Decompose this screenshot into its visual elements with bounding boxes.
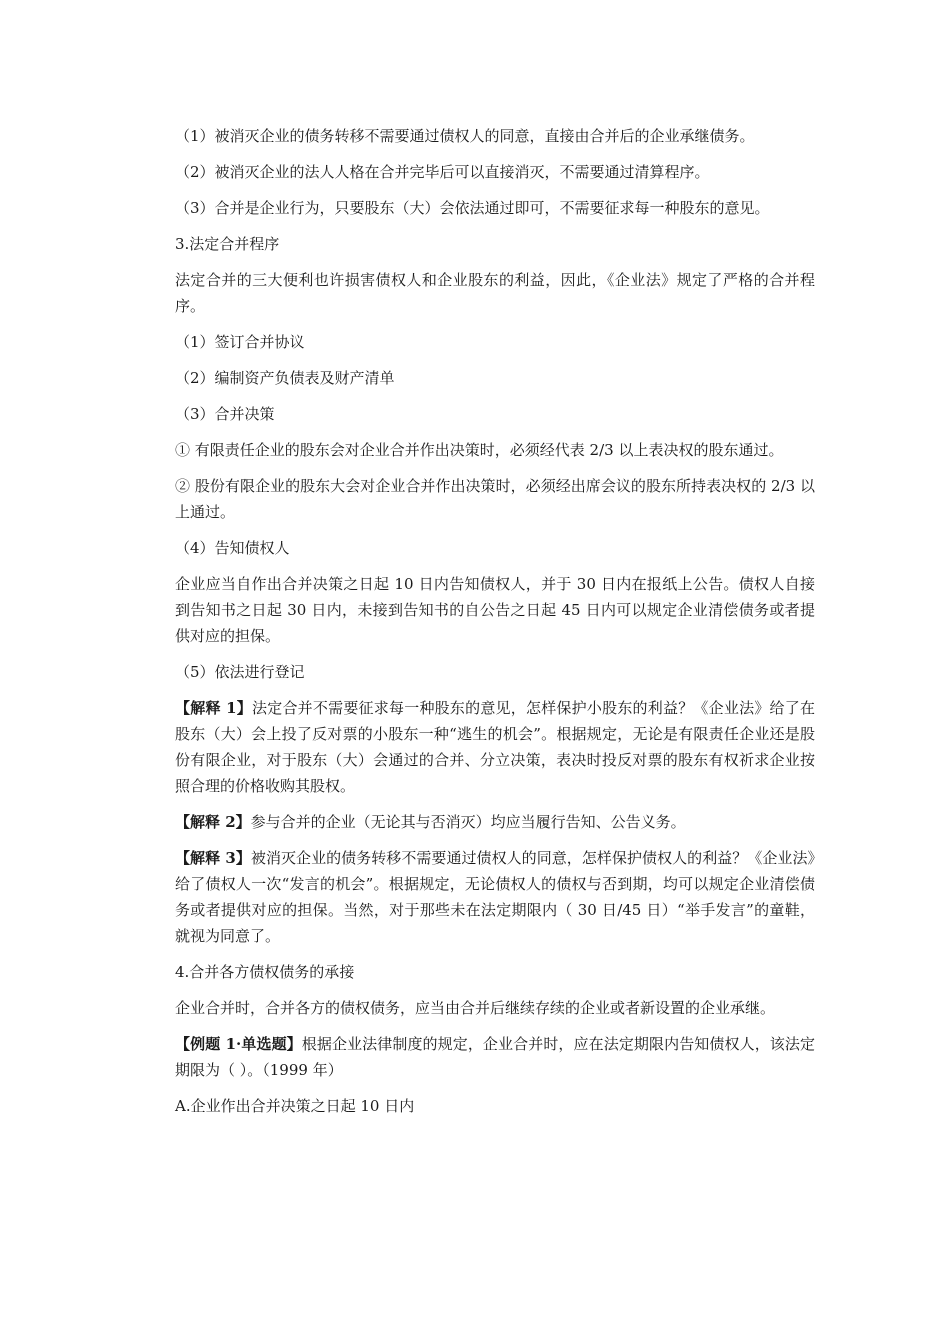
explanation-label: 【解释 3】	[175, 849, 251, 867]
paragraph-text: ① 有限责任企业的股东会对企业合并作出决策时，必须经代表 2/3 以上表决权的股东通过。	[175, 441, 784, 459]
paragraph-text: （2）被消灭企业的法人人格在合并完毕后可以直接消灭，不需要通过清算程序。	[175, 163, 710, 181]
example-question	[147, 1031, 815, 1083]
paragraph-text: 法定合并不需要征求每一种股东的意见，怎样保护小股东的利益？《企业法》给了在股东（大）会上投了反对票的小股东一种“逃生的机会”。根据规定，无论是有限责任企业还是股份有限企业，对于股东（大）会通过的合并、分立决策，表决时投反对票的股东有权祈求企业按照合理的价格收购其股权。	[175, 699, 815, 795]
section-heading	[175, 959, 815, 985]
example-label: 【例题 1·单选题】	[175, 1035, 302, 1053]
paragraph-text: 企业应当自作出合并决策之日起 10 日内告知债权人，并于 30 日内在报纸上公告。债权人自接到告知书之日起 30 日内，未接到告知书的自公告之日起 45 日内可以规定企业清偿债务或者提供对应的担保。	[175, 575, 815, 645]
paragraph-text: （4）告知债权人	[175, 539, 290, 557]
paragraph	[147, 473, 815, 525]
paragraph-text: ② 股份有限企业的股东大会对企业合并作出决策时，必须经出席会议的股东所持表决权的 2/3 以上通过。	[175, 477, 815, 521]
paragraph-text: （3）合并决策	[175, 405, 275, 423]
paragraph-text: 3.法定合并程序	[175, 235, 280, 253]
paragraph	[175, 159, 815, 185]
paragraph	[147, 195, 815, 221]
explanation-label: 【解释 2】	[175, 813, 251, 831]
section-heading	[175, 231, 815, 257]
paragraph	[175, 535, 815, 561]
paragraph-text: 被消灭企业的债务转移不需要通过债权人的同意，怎样保护债权人的利益？《企业法》给了债权人一次“发言的机会”。根据规定，无论债权人的债权与否到期，均可以规定企业清偿债务或者提供对应的担保。当然，对于那些未在法定期限内（ 30 日/45 日）“举手发言”的童鞋，就视为同意了。	[175, 849, 815, 945]
answer-option	[175, 1093, 815, 1119]
explanation-paragraph	[175, 809, 815, 835]
paragraph	[147, 267, 815, 319]
paragraph	[175, 659, 815, 685]
explanation-label: 【解释 1】	[175, 699, 252, 717]
paragraph	[147, 437, 815, 463]
paragraph-text: （2）编制资产负债表及财产清单	[175, 369, 395, 387]
paragraph-text: 法定合并的三大便利也许损害债权人和企业股东的利益，因此，《企业法》规定了严格的合并程序。	[175, 271, 815, 315]
paragraph-text: 根据企业法律制度的规定，企业合并时，应在法定期限内告知债权人，该法定期限为（ ）。（1999 年）	[175, 1035, 815, 1079]
paragraph	[175, 401, 815, 427]
paragraph-text: （1）被消灭企业的债务转移不需要通过债权人的同意，直接由合并后的企业承继债务。	[175, 127, 755, 145]
paragraph	[147, 571, 815, 649]
paragraph	[175, 329, 815, 355]
paragraph-text: （5）依法进行登记	[175, 663, 305, 681]
document-body	[175, 123, 815, 1129]
paragraph-text: （1）签订合并协议	[175, 333, 305, 351]
paragraph-text: （3）合并是企业行为，只要股东（大）会依法通过即可，不需要征求每一种股东的意见。	[175, 199, 770, 217]
explanation-paragraph	[147, 695, 815, 799]
paragraph	[175, 365, 815, 391]
paragraph-text: 企业合并时，合并各方的债权债务，应当由合并后继续存续的企业或者新设置的企业承继。	[175, 999, 776, 1017]
paragraph-text: 4.合并各方债权债务的承接	[175, 963, 355, 981]
paragraph	[147, 995, 815, 1021]
paragraph	[147, 123, 815, 149]
explanation-paragraph	[147, 845, 815, 949]
paragraph-text: 参与合并的企业（无论其与否消灭）均应当履行告知、公告义务。	[250, 813, 686, 831]
paragraph-text: A.企业作出合并决策之日起 10 日内	[175, 1097, 415, 1115]
